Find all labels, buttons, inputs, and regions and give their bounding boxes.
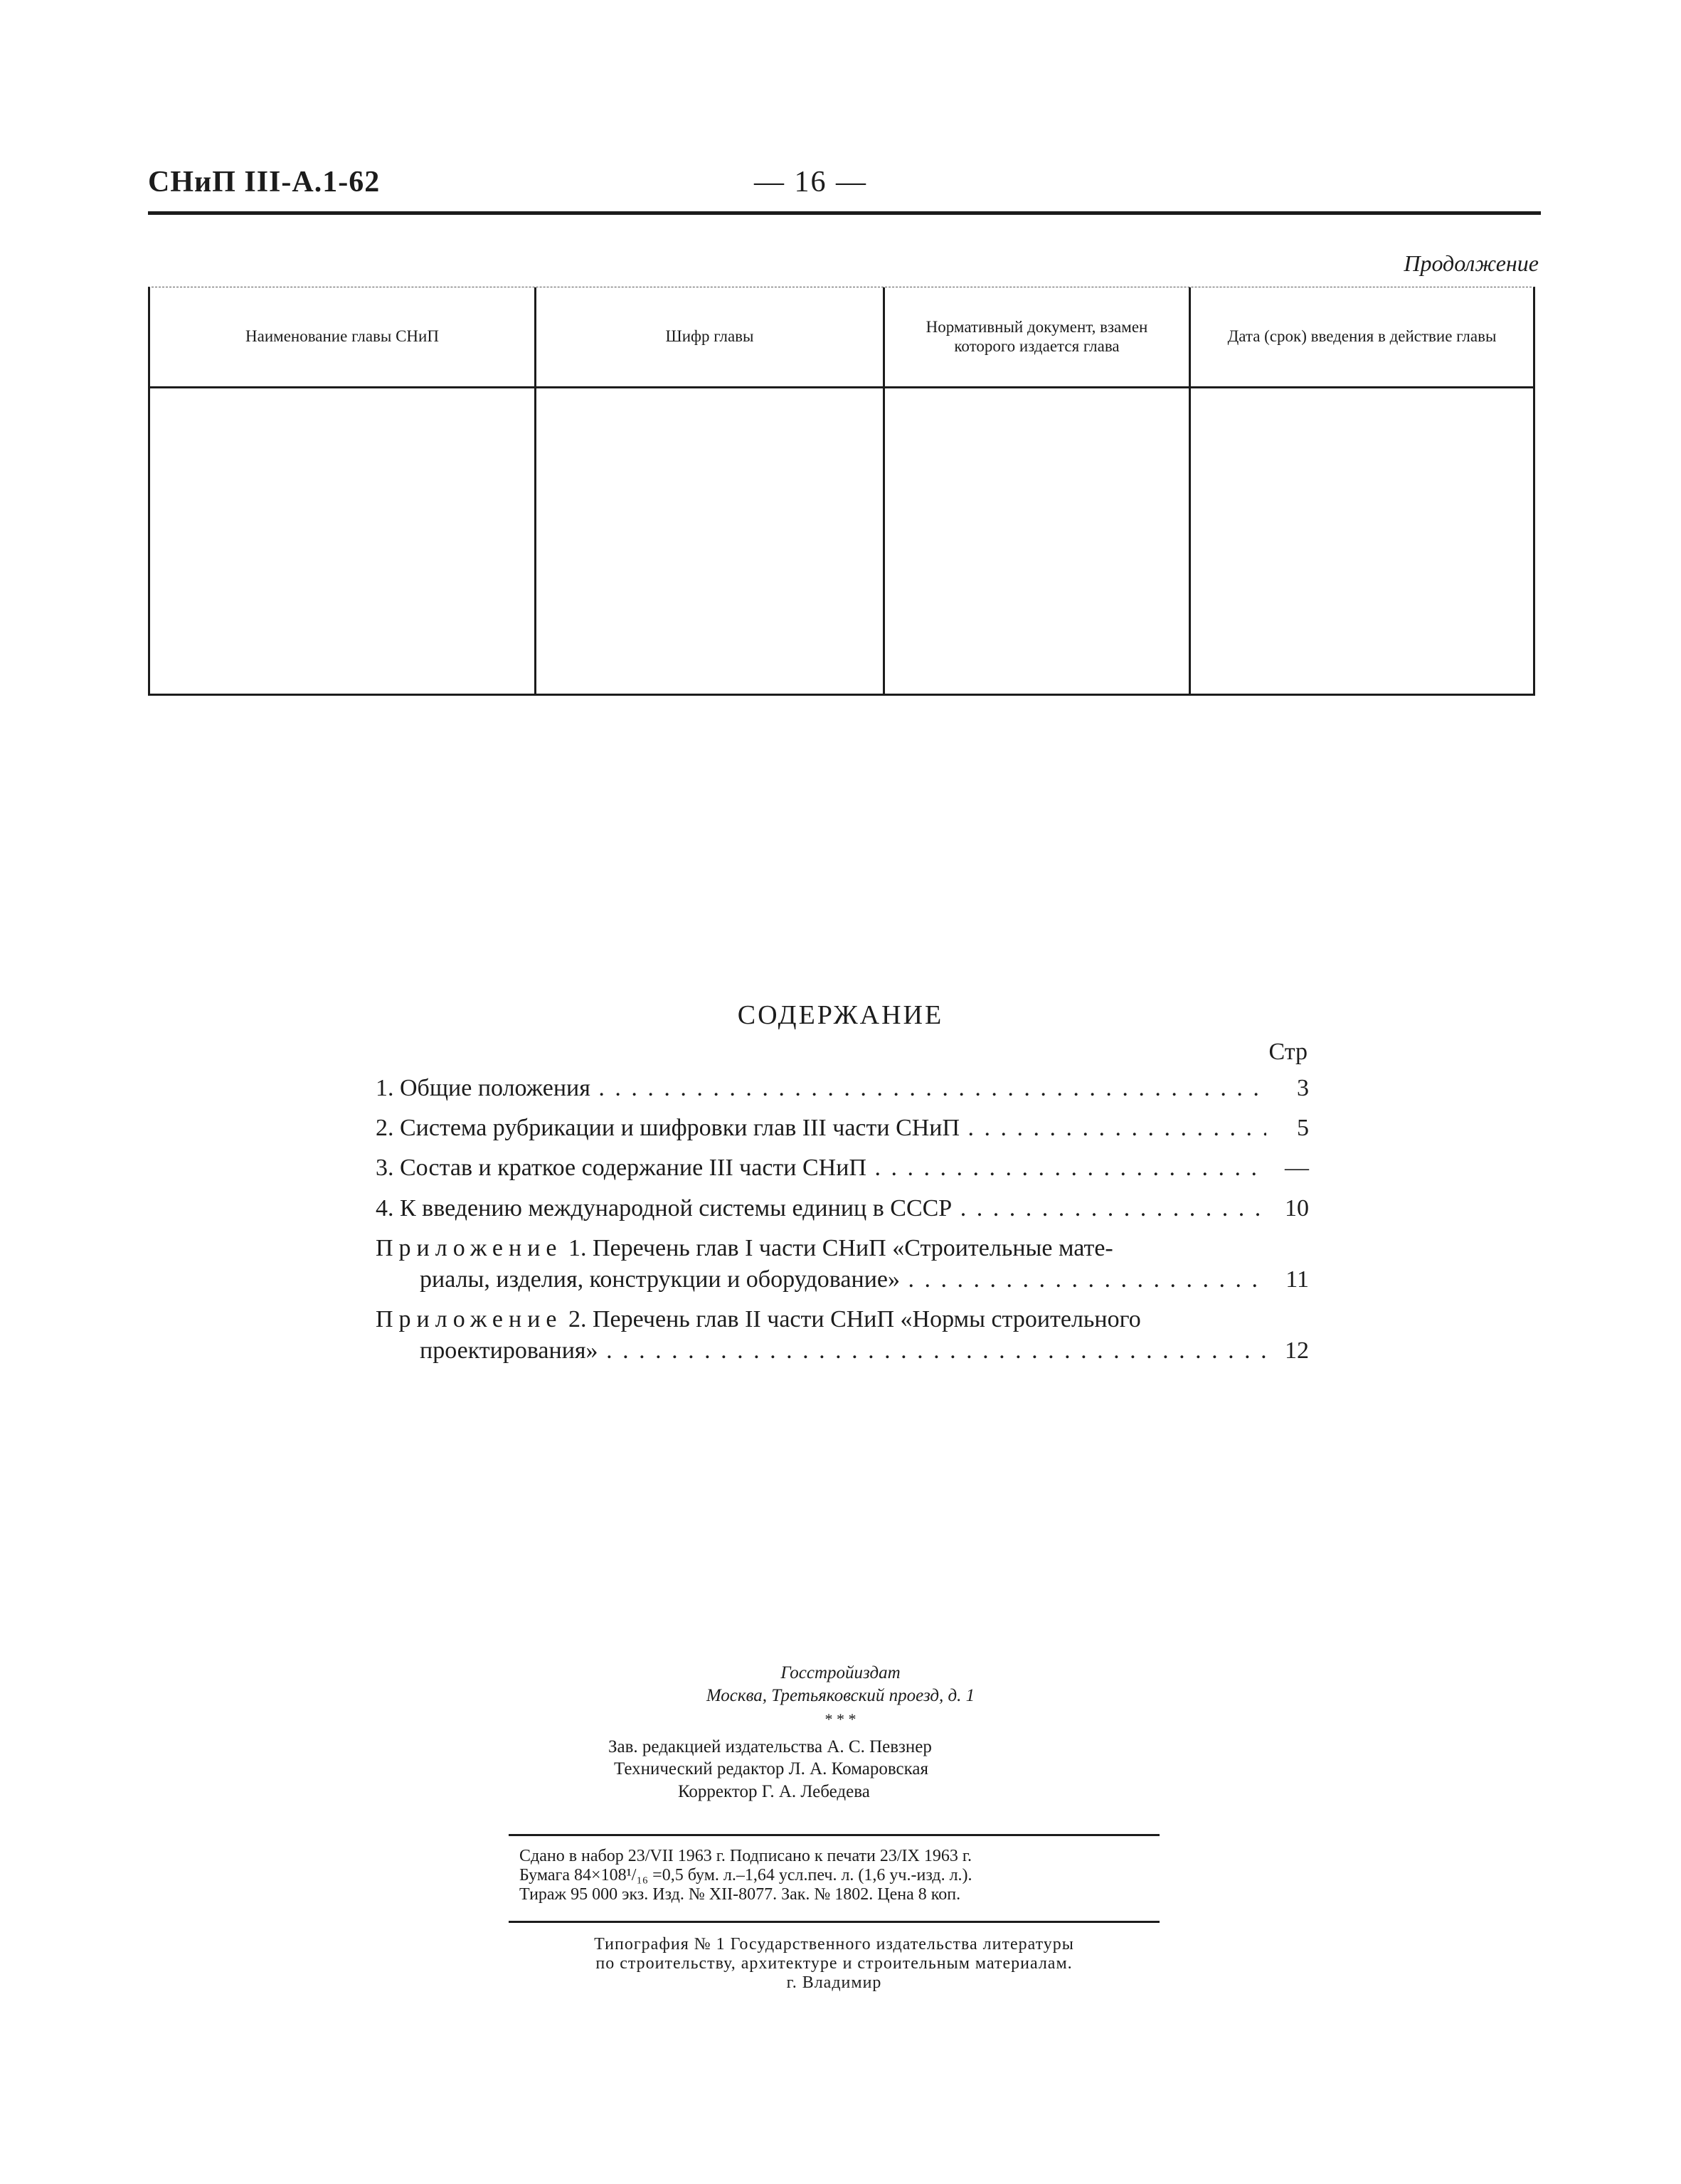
staff-editor: Зав. редакцией издательства А. С. Певзнер — [608, 1737, 932, 1756]
toc-item-appendix — [376, 1304, 1309, 1367]
toc-item-page: 12 — [1285, 1337, 1309, 1364]
header-doc-code: СНиП III-А.1-62 — [148, 166, 381, 198]
toc-item-page: — — [1285, 1155, 1309, 1182]
toc-item — [376, 1152, 1309, 1184]
toc-item-text: 2. Система рубрикации и шифровки глав III части СНиП . . . — [376, 1113, 1266, 1144]
toc-item — [376, 1073, 1309, 1104]
staff-proofreader: Корректор Г. А. Лебедева — [678, 1781, 870, 1801]
toc-item-page: 11 — [1285, 1266, 1309, 1293]
toc-item-page: 5 — [1297, 1115, 1309, 1142]
toc-item-appendix — [376, 1233, 1309, 1295]
toc-item-text — [376, 1233, 1266, 1295]
toc-item-text — [376, 1304, 1266, 1367]
chapters-table — [148, 287, 1535, 696]
table-of-contents — [376, 1073, 1309, 1376]
staff-tech-editor: Технический редактор Л. А. Комаровская — [614, 1759, 928, 1779]
toc-item-prefix: Приложение — [376, 1306, 563, 1333]
imprint-rule-bottom — [509, 1921, 1160, 1923]
toc-page-header: Стр — [1268, 1039, 1308, 1065]
toc-item-text: 4. К введению международной системы единиц в СССР . . . — [376, 1193, 1266, 1224]
printer-line: Типография № 1 Государственного издательства литературы — [594, 1935, 1074, 1954]
printer-line: по строительству, архитектуре и строительным материалам. — [595, 1954, 1073, 1973]
imprint-stars: * * * — [824, 1710, 857, 1728]
print-data-line: Тираж 95 000 экз. Изд. № XII-8077. Зак. № 1802. Цена 8 коп. — [519, 1885, 961, 1904]
imprint-staff — [608, 1736, 932, 1803]
toc-item-prefix: Приложение — [376, 1234, 563, 1261]
imprint-address: Москва, Третьяковский проезд, д. 1 — [706, 1686, 975, 1705]
table-header-chapter-name: Наименование главы СНиП — [150, 287, 534, 388]
toc-item-line2: риалы, изделия, конструкции и оборудование» . . . — [376, 1264, 1266, 1295]
print-data-line: Бумага 84×108¹/₁₆ =0,5 бум. л.–1,64 усл.печ. л. (1,6 уч.-изд. л.). — [519, 1865, 972, 1885]
toc-item — [376, 1193, 1309, 1224]
table-column-2 — [534, 287, 883, 694]
header-page-number: — 16 — — [754, 166, 867, 198]
toc-item-page: 3 — [1297, 1075, 1309, 1101]
toc-item-line — [376, 1304, 1266, 1335]
toc-item-line — [376, 1233, 1266, 1264]
table-header-effective-date: Дата (срок) введения в действие главы — [1191, 287, 1533, 388]
imprint-printer — [509, 1935, 1160, 1993]
table-column-4 — [1189, 287, 1533, 694]
imprint-rule-top — [509, 1834, 1160, 1836]
toc-title: СОДЕРЖАНИЕ — [737, 1000, 944, 1030]
imprint-publisher: Госстройиздат — [780, 1663, 901, 1682]
printer-line: г. Владимир — [786, 1973, 882, 1992]
table-column-3 — [883, 287, 1189, 694]
imprint-print-data — [519, 1847, 972, 1904]
header-rule — [148, 211, 1541, 215]
toc-item-page: 10 — [1285, 1194, 1309, 1221]
table-header-replaced-document: Нормативный документ, взамен которого издается глава — [885, 287, 1189, 388]
toc-item-text: 1. Общие положения . . . — [376, 1073, 1266, 1104]
table-header-chapter-code: Шифр главы — [536, 287, 883, 388]
toc-item-line2: проектирования» . . . — [376, 1335, 1266, 1367]
toc-item-line1: 2. Перечень глав II части СНиП «Нормы строительного — [562, 1306, 1141, 1333]
toc-item — [376, 1113, 1309, 1144]
continuation-label: Продолжение — [1404, 250, 1539, 276]
print-data-line: Сдано в набор 23/VII 1963 г. Подписано к печати 23/IX 1963 г. — [519, 1847, 972, 1865]
toc-item-line1: 1. Перечень глав I части СНиП «Строительные мате- — [562, 1234, 1113, 1261]
toc-item-text: 3. Состав и краткое содержание III части СНиП . . . — [376, 1152, 1266, 1184]
table-column-1 — [150, 287, 534, 694]
